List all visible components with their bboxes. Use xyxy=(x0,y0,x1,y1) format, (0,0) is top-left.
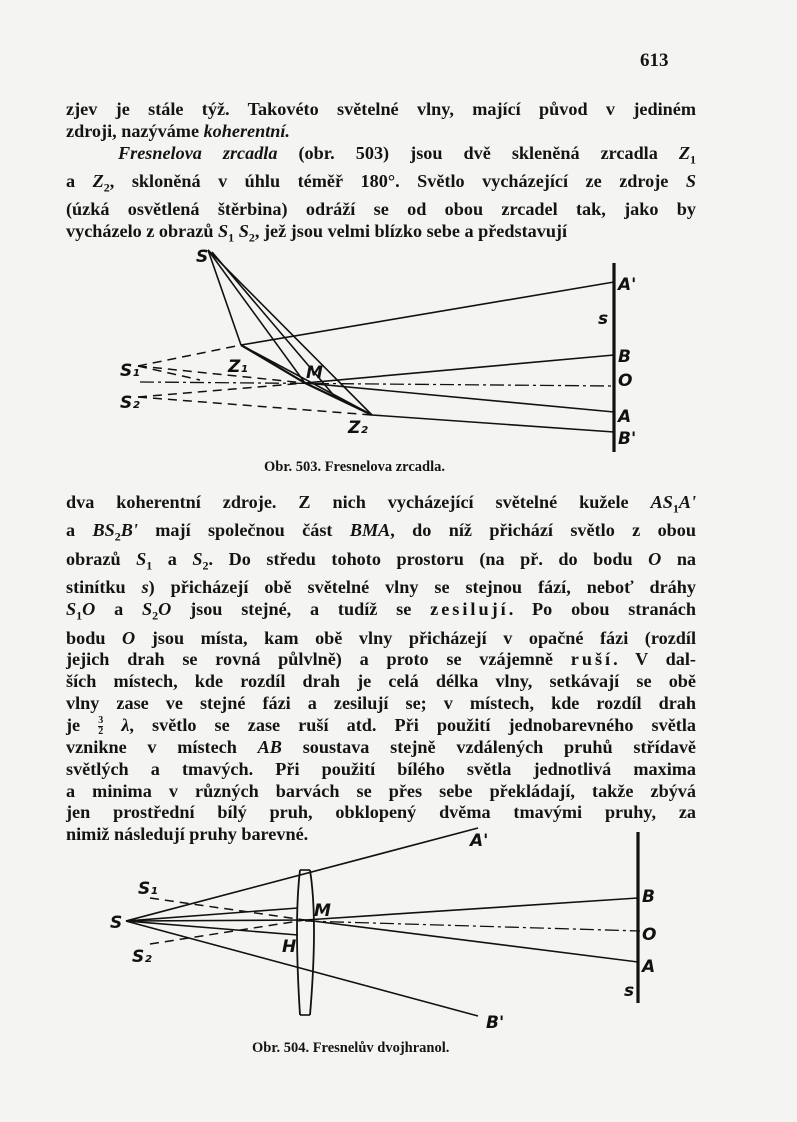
text-segment: jejich drah se rovná půlvlně) a proto se vzájemně xyxy=(66,649,571,670)
text-segment: koherentní. xyxy=(203,120,290,141)
text-segment: S xyxy=(238,221,249,242)
text-segment: 2 xyxy=(248,230,255,245)
fraction-numerator: 3 xyxy=(98,715,104,727)
text-segment: ruší xyxy=(570,649,614,670)
text-segment: BS xyxy=(92,520,115,541)
text-segment: 1 xyxy=(228,230,235,245)
text-segment: , jež jsou velmi blízko sebe a představují xyxy=(254,221,568,242)
fraction-denominator: 2 xyxy=(98,726,104,738)
fig503-label-A-prime: A' xyxy=(618,275,637,295)
text-segment: 1 xyxy=(146,558,153,573)
text-segment: . V dal- xyxy=(613,649,696,670)
fig504-label-s: s xyxy=(624,981,635,1001)
text-segment: na xyxy=(661,548,697,569)
text-segment: s xyxy=(141,577,149,598)
text-segment: S xyxy=(141,599,153,620)
text-segment: O xyxy=(122,627,136,648)
text-segment: A' xyxy=(678,492,696,512)
text-segment: dva koherentní zdroje. Z nich vycházející světelné kužele xyxy=(66,492,651,512)
fig503-label-S2: S₂ xyxy=(120,393,140,413)
text-segment: B' xyxy=(120,520,138,541)
text-segment: 2 xyxy=(103,180,110,195)
fig503-label-M: M xyxy=(306,363,323,383)
text-segment: a xyxy=(95,599,142,620)
fig503-label-S1: S₁ xyxy=(120,361,140,381)
text-segment: světlých a tmavých. Při použití bílého světla jednotlivá maxima xyxy=(66,758,696,779)
text-segment: a xyxy=(152,548,193,569)
fig503-label-B: B xyxy=(618,347,631,367)
page-number: 613 xyxy=(640,50,669,71)
text-segment: Z xyxy=(92,171,104,192)
fig503-label-S: S xyxy=(196,247,209,267)
text-segment: λ xyxy=(121,714,130,735)
text-segment: (úzká osvětlená štěrbina) odráží se od obou zrcadel tak, jako by xyxy=(66,199,696,220)
figure-504-caption: Obr. 504. Fresnelův dvojhranol. xyxy=(252,1040,450,1056)
text-segment: stinítku xyxy=(66,577,142,598)
text-segment: S xyxy=(66,599,77,620)
fig503-label-Z2: Z₂ xyxy=(348,418,368,438)
text-segment: S xyxy=(136,548,147,569)
text-segment: a xyxy=(66,171,93,192)
text-segment: a xyxy=(66,520,93,541)
text-segment: 1 xyxy=(690,152,696,167)
text-segment: ších místech, kde rozdíl drah je celá délka vlny, setkávají se obě xyxy=(66,671,696,692)
text-segment: nimiž následují pruhy barevné. xyxy=(66,824,309,845)
text-segment: vznikne v místech xyxy=(66,737,258,758)
text-segment: mají společnou část xyxy=(137,520,350,541)
text-segment: S xyxy=(192,548,203,569)
text-segment: vlny zase ve stejné fázi a zesilují se; v místech, kde rozdíl drah xyxy=(66,692,696,713)
text-segment: AB xyxy=(257,737,282,758)
text-segment: 2 xyxy=(202,558,209,573)
fig503-label-A: A xyxy=(618,407,632,427)
text-segment: S xyxy=(685,171,697,192)
text-segment: jsou stejné, a tudíž se xyxy=(171,599,431,620)
text-segment: soustava stejně vzdálených pruhů střídavě xyxy=(281,737,696,758)
text-segment: zjev je stále týž. Takovéto světelné vlny, mající původ v jediném xyxy=(66,99,696,119)
text-segment: , skloněná v úhlu téměř 180°. Světlo vycházející ze zdroje xyxy=(109,171,686,192)
text-segment: 1 xyxy=(672,501,679,516)
text-segment: jsou místa, kam obě vlny přicházejí v opačné fázi (rozdíl xyxy=(135,627,696,648)
text-segment: je xyxy=(66,714,99,735)
text-segment: Z xyxy=(678,142,690,163)
text-segment: O xyxy=(648,548,662,569)
fig504-label-B: B xyxy=(642,887,655,907)
fig504-label-A: A xyxy=(642,957,656,977)
text-segment: bodu xyxy=(66,627,123,648)
text-segment: . Do středu tohoto prostoru (na př. do bodu xyxy=(208,548,649,569)
text-segment: 1 xyxy=(76,608,83,623)
fig504-label-M: M xyxy=(314,901,331,921)
fig504-label-B-prime: B' xyxy=(486,1013,505,1033)
text-segment: ) přicházejí obě světelné vlny se stejnou fází, neboť dráhy xyxy=(148,577,696,598)
text-segment: Fresnelova zrcadla xyxy=(118,142,278,163)
text-segment: S xyxy=(218,221,229,242)
fig504-label-O: O xyxy=(642,925,657,945)
text-segment: BMA xyxy=(349,520,391,541)
text-segment: zesilují xyxy=(430,599,509,620)
fig504-label-S1: S₁ xyxy=(138,879,158,899)
text-segment: zdroji, nazýváme xyxy=(66,120,204,141)
figure-503-caption: Obr. 503. Fresnelova zrcadla. xyxy=(264,459,445,475)
text-segment: 2 xyxy=(152,608,159,623)
fig503-label-O: O xyxy=(618,371,633,391)
fig504-label-S2: S₂ xyxy=(132,947,152,967)
text-segment: 2 xyxy=(114,530,121,545)
text-segment: O xyxy=(158,599,172,620)
fig504-rays xyxy=(126,828,640,1016)
fig504-label-A-prime: A' xyxy=(470,831,489,851)
text-segment: vycházelo z obrazů xyxy=(66,221,219,242)
text-segment: (obr. 503) jsou dvě skleněná zrcadla xyxy=(277,142,679,163)
text-segment: a minima v různých barvách se přes sebe překládají, takže zbývá xyxy=(66,780,696,801)
fig504-label-H: H xyxy=(282,937,297,957)
text-segment: jen prostřední bílý pruh, obklopený dvěma tmavými pruhy, za xyxy=(66,802,696,823)
fig503-label-B-prime: B' xyxy=(618,429,637,449)
text-segment: , do níž přichází světlo z obou xyxy=(390,520,696,541)
fig503-label-Z1: Z₁ xyxy=(228,357,248,377)
fig504-label-S: S xyxy=(110,913,123,933)
text-segment: , světlo se zase ruší atd. Při použití jednobarevného světla xyxy=(129,714,696,735)
fig503-label-s: s xyxy=(598,309,609,329)
text-segment: AS xyxy=(650,492,673,512)
text-segment: . Po obou stranách xyxy=(508,599,696,620)
text-segment: O xyxy=(82,599,96,620)
text-segment: obrazů xyxy=(66,548,137,569)
